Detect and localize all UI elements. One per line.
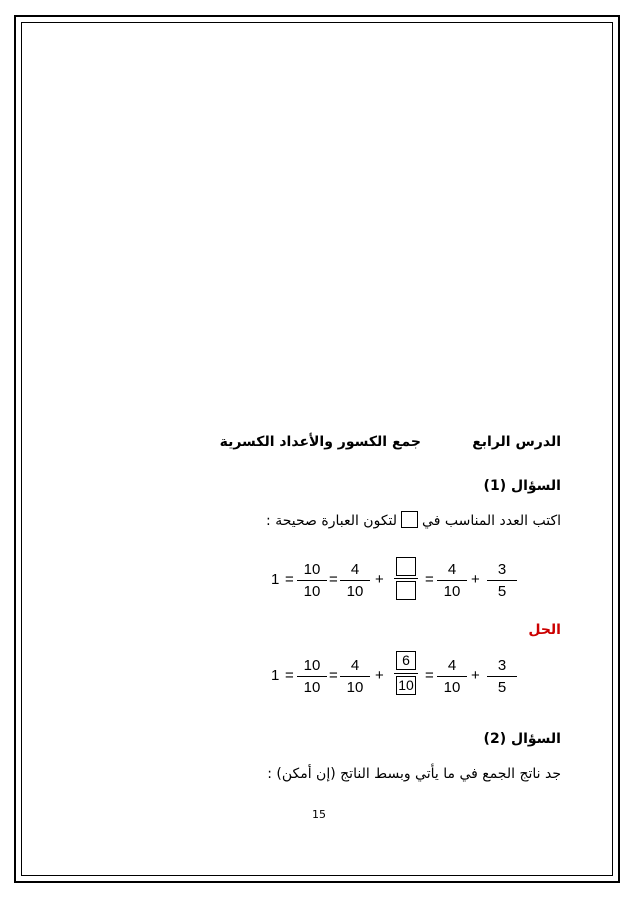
- question-equation: 1 = 10 10 = 4 10 + = 4 10 + 3 5: [255, 561, 575, 611]
- equals-sign: =: [285, 571, 294, 588]
- fraction-bar: [297, 676, 327, 677]
- question-2-instruction: جد ناتج الجمع في ما يأتي وبسط الناتج (إن أمكن) :: [267, 766, 561, 782]
- answer-denominator-box: 10: [396, 676, 416, 695]
- fraction-bar: [340, 580, 370, 581]
- lesson-topic: جمع الكسور والأعداد الكسرية: [219, 434, 421, 450]
- instruction-part-2: لتكون العبارة صحيحة :: [266, 513, 398, 529]
- question-2-title: السؤال (2): [483, 731, 561, 747]
- equals-sign: =: [329, 571, 338, 588]
- equation-result: 1: [271, 571, 280, 588]
- page-number: 15: [312, 808, 326, 821]
- plus-sign: +: [471, 571, 480, 588]
- fraction-bar: [297, 580, 327, 581]
- plus-sign: +: [471, 667, 480, 684]
- blank-box-icon: [401, 511, 418, 528]
- lesson-label: الدرس الرابع: [472, 434, 561, 450]
- answer-fraction-filled: [394, 651, 418, 703]
- equation-result: 1: [271, 667, 280, 684]
- question-1-instruction: [266, 511, 561, 529]
- equals-sign: =: [329, 667, 338, 684]
- fraction-bar: [340, 676, 370, 677]
- fraction-bar: [394, 673, 418, 674]
- answer-numerator-box: 6: [396, 651, 416, 670]
- fraction-bar: [437, 580, 467, 581]
- instruction-part-1: اكتب العدد المناسب في: [422, 513, 561, 529]
- solution-equation: 1 = 10 10 = 4 10 + $\frac{6}{10}$ = 4 10 + 3 5: [255, 657, 575, 707]
- plus-sign: +: [375, 571, 384, 588]
- answer-fraction-blank: [394, 557, 418, 607]
- solution-title: الحل: [528, 622, 561, 638]
- fraction-bar: [394, 578, 418, 579]
- plus-sign: +: [375, 667, 384, 684]
- blank-numerator-box[interactable]: [396, 557, 416, 576]
- fraction-bar: [487, 580, 517, 581]
- equals-sign: =: [425, 667, 434, 684]
- question-1-title: السؤال (1): [483, 478, 561, 494]
- equals-sign: =: [425, 571, 434, 588]
- blank-denominator-box[interactable]: [396, 581, 416, 600]
- equals-sign: =: [285, 667, 294, 684]
- fraction-bar: [437, 676, 467, 677]
- fraction-bar: [487, 676, 517, 677]
